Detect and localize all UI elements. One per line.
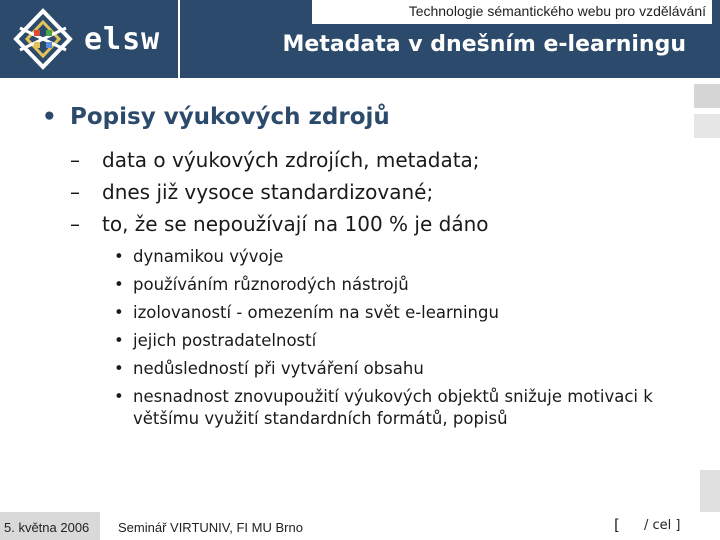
- list-item: [70, 212, 489, 236]
- list-item-text: dnes již vysoce standardizované;: [102, 180, 434, 204]
- list-item: [70, 148, 480, 172]
- sub-list-item-text: jejich postradatelností: [133, 331, 317, 350]
- slide-header: [0, 0, 720, 78]
- course-caption: Technologie sémantického webu pro vzdělávání: [312, 0, 712, 24]
- logo-text: elsw: [84, 22, 161, 57]
- sub-list-item: [114, 302, 704, 324]
- bullet-icon: •: [114, 331, 124, 350]
- dash-icon: –: [70, 212, 80, 236]
- sub-list-item: [114, 246, 704, 268]
- sub-list-item: [114, 358, 704, 380]
- sub-list-item: [114, 274, 704, 296]
- sub-list-item: [114, 386, 704, 430]
- bullet-icon: •: [114, 303, 124, 322]
- sub-list-item-text: nedůsledností při vytváření obsahu: [133, 359, 424, 378]
- slide-title: Metadata v dnešním e-learningu: [282, 32, 686, 57]
- bullet-icon: •: [114, 247, 124, 266]
- logo-block: [0, 0, 178, 78]
- decor-bar: [700, 470, 720, 512]
- footer-seminar: Seminář VIRTUNIV, FI MU Brno: [118, 520, 303, 535]
- elsw-logo-icon: [12, 8, 74, 70]
- dash-icon: –: [70, 148, 80, 172]
- slide-nav-bracket[interactable]: [: [614, 516, 620, 534]
- list-item-text: to, že se nepoužívají na 100 % je dáno: [102, 212, 489, 236]
- footer-date: 5. května 2006: [4, 520, 90, 535]
- bullet-icon: •: [114, 387, 124, 406]
- decor-square: [694, 84, 720, 108]
- title-bar: [180, 0, 720, 78]
- bullet-icon: •: [114, 275, 124, 294]
- decor-square: [694, 114, 720, 138]
- sub-list-item-text: dynamikou vývoje: [133, 247, 284, 266]
- slide-nav-link[interactable]: / cel ]: [644, 518, 681, 533]
- sub-list-item-text: nesnadnost znovupoužití výukových objektů snižuje motivaci k většímu využití standardních formátů, popisů: [133, 387, 653, 428]
- bullet-icon: •: [42, 104, 57, 130]
- list-item: [70, 180, 433, 204]
- bullet-icon: •: [114, 359, 124, 378]
- sub-list-item-text: izolovaností - omezením na svět e-learningu: [133, 303, 499, 322]
- dash-icon: –: [70, 180, 80, 204]
- sub-list-item: [114, 330, 704, 352]
- sub-list-item-text: používáním různorodých nástrojů: [133, 275, 409, 294]
- section-heading: Popisy výukových zdrojů: [70, 104, 390, 130]
- list-item-text: data o výukových zdrojích, metadata;: [102, 148, 480, 172]
